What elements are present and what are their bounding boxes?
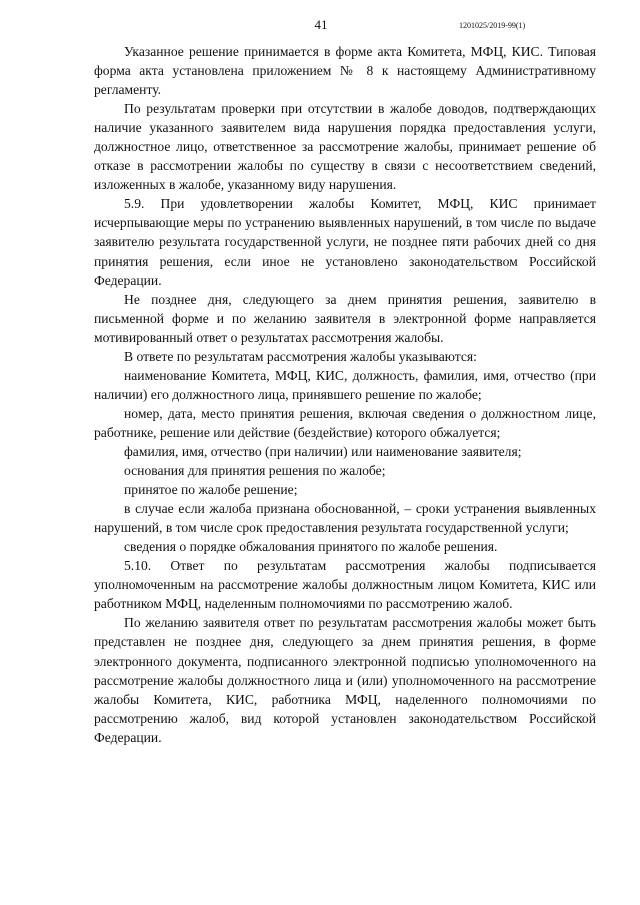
list-item: номер, дата, место принятия решения, включая сведения о должностном лице, работнике, решение или действие (бездействие) которого обжалуется; (94, 405, 596, 440)
list-item: основания для принятия решения по жалобе; (124, 463, 386, 479)
document-code: 1201025/2019-99(1) (459, 21, 526, 30)
list-item: фамилия, имя, отчество (при наличии) или наименование заявителя; (124, 443, 522, 459)
document-body (94, 42, 596, 747)
paragraph: Указанное решение принимается в форме акта Комитета, МФЦ, КИС. Типовая форма акта установлена приложением № 8 к настоящему Административному регламенту. (94, 44, 596, 98)
paragraph: 5.9. При удовлетворении жалобы Комитет, МФЦ, КИС принимает исчерпывающие меры по устранению выявленных нарушений, в том числе по выдаче заявителю результата государственной услуги, не позднее пяти рабочих дней со дня принятия решения, если иное не установлено законодательством Российской Федерации. (94, 196, 596, 288)
page-number: 41 (314, 17, 328, 32)
paragraph: 5.10. Ответ по результатам рассмотрения жалобы подписывается уполномоченным на рассмотрение жалобы должностным лицом Комитета, КИС или работником МФЦ, наделенным полномочиями по рассмотрению жалоб. (94, 558, 596, 612)
list-item: сведения о порядке обжалования принятого по жалобе решения. (124, 539, 498, 555)
paragraph: По желанию заявителя ответ по результатам рассмотрения жалобы может быть представлен не позднее дня, следующего за днем принятия решения, в форме электронного документа, подписанного электронной подписью уполномоченного на рассмотрение жалобы должностного лица и (или) уполномоченного на рассмотрение жалобы Комитета, КИС, работника МФЦ, наделенного полномочиями по рассмотрению жалоб, вид которой установлен законодательством Российской Федерации. (94, 615, 596, 745)
paragraph: В ответе по результатам рассмотрения жалобы указываются: (124, 348, 477, 364)
paragraph: Не позднее дня, следующего за днем принятия решения, заявителю в письменной форме и по желанию заявителя в электронной форме направляется мотивированный ответ о результатах рассмотрения жалобы. (94, 291, 596, 345)
paragraph: По результатам проверки при отсутствии в жалобе доводов, подтверждающих наличие указанного заявителем вида нарушения порядка предоставления услуги, должностное лицо, ответственное за рассмотрение жалобы, принимает решение об отказе в рассмотрении жалобы по существу в связи с несоответствием сведений, изложенных в жалобе, указанному виду нарушения. (94, 101, 596, 193)
list-item: наименование Комитета, МФЦ, КИС, должность, фамилия, имя, отчество (при наличии) его должностного лица, принявшего решение по жалобе; (94, 367, 596, 402)
list-item: в случае если жалоба признана обоснованной, – сроки устранения выявленных нарушений, в том числе срок предоставления результата государственной услуги; (94, 501, 596, 536)
list-item: принятое по жалобе решение; (124, 482, 298, 498)
